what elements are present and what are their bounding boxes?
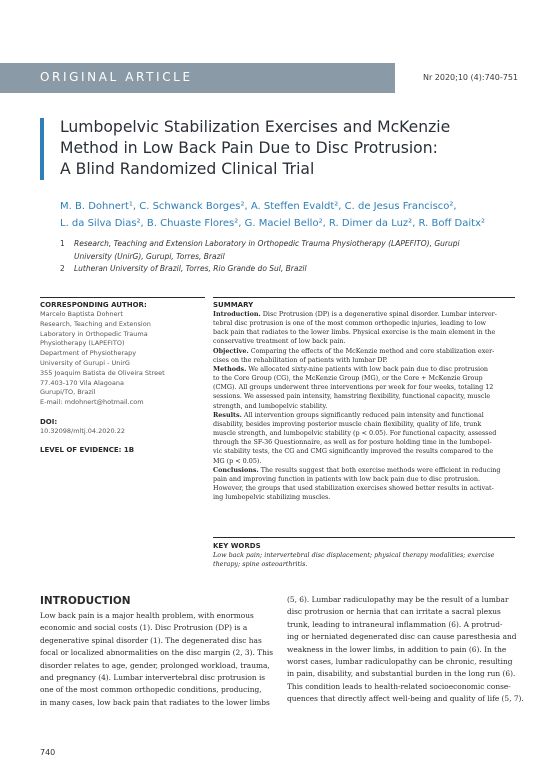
summary-text-run: tebral disc protrusion is one of the most common orthopedic injuries, leading to low — [213, 319, 487, 328]
summary-line — [213, 411, 515, 420]
summary-line — [213, 392, 515, 401]
address-line: Research, Teaching and Extension — [40, 319, 151, 328]
summary-line — [213, 493, 515, 502]
summary-rule — [213, 297, 515, 298]
summary-line — [213, 356, 515, 365]
address-line: Physiotherapy (LAPEFITO) — [40, 339, 125, 348]
summary-text-run: disability, besides improving posterior muscle chain flexibility, quality of life, trunk — [213, 419, 482, 428]
intro-right-column — [287, 594, 524, 706]
summary-line — [213, 429, 515, 438]
address-line: Gurupi/TO, Brazil — [40, 388, 96, 397]
keywords-line: Low back pain; intervertebral disc displacement; physical therapy modalities; exercise — [213, 551, 495, 559]
intro-line: worst cases, lumbar radiculopathy can be chronic, resulting — [287, 657, 513, 667]
article-title — [60, 117, 530, 180]
keywords-rule — [213, 537, 515, 538]
intro-line: disorder relates to age, gender, prolonged workload, trauma, — [40, 660, 270, 670]
summary-text-run: MG (p < 0.05). — [213, 456, 262, 465]
summary-line — [213, 337, 515, 346]
affiliation-line: Research, Teaching and Extension Laboratory in Orthopedic Trauma Physiotherapy (LAPEFITO), Gurupi — [74, 239, 460, 248]
summary-text-run: back pain that radiates to the lower limbs. Physical exercise is the main element in the — [213, 328, 496, 337]
summary-text-run: conservative treatment of low back pain. — [213, 337, 346, 346]
address-line: 355 Joaquim Batista de Oliveira Street — [40, 368, 165, 377]
summary-text-run: However, the groups that used stabilization exercises showed better results in activat- — [213, 483, 494, 492]
evidence-level-heading: LEVEL OF EVIDENCE: 1B — [40, 445, 135, 454]
intro-line: in many cases, low back pain that radiates to the lower limbs — [40, 697, 270, 707]
summary-line — [213, 484, 515, 493]
summary-line — [213, 328, 515, 337]
affiliation-1 — [60, 238, 530, 263]
author-list — [60, 198, 530, 232]
intro-line: in pain, disability, and substantial burden in the long run (6). — [287, 669, 516, 679]
summary-text-run: through the SF-36 Questionnaire, as well as for posture holding time in the lumbopel- — [213, 438, 492, 447]
title-accent-bar — [40, 118, 44, 180]
affiliation-number: 1 — [60, 239, 65, 248]
summary-line — [213, 319, 515, 328]
section-banner — [0, 63, 395, 93]
intro-line: (5, 6). Lumbar radiculopathy may be the result of a lumbar — [287, 595, 509, 604]
affiliation-line: Lutheran University of Brazil, Torres, Rio Grande do Sul, Brazil — [74, 264, 307, 273]
summary-line — [213, 365, 515, 374]
intro-line: weakness in the lower limbs, in addition to pain (6). In the — [287, 644, 507, 654]
address-line: Marcelo Baptista Dohnert — [40, 310, 123, 318]
title-line: Method in Low Back Pain Due to Disc Protrusion: — [60, 139, 438, 157]
summary-text-run: to the Core Group (CG), the McKenzie Group (MG), or the Core + McKenzie Group — [213, 374, 483, 383]
intro-line: and pregnancy (4). Lumbar intervertebral disc protrusion is — [40, 673, 266, 683]
summary-text-run: (CMG). All groups underwent three interventions per week for four weeks, totaling 12 — [213, 383, 494, 392]
summary-column — [213, 300, 515, 569]
title-line: A Blind Randomized Clinical Trial — [60, 160, 315, 178]
affiliation-number: 2 — [60, 264, 65, 273]
journal-citation: Nr 2020;10 (4):740-751 — [422, 73, 518, 82]
summary-text-run: We allocated sixty-nine patients with low back pain due to disc protrusion — [246, 364, 489, 373]
address-line: Department of Physiotherapy — [40, 349, 137, 358]
summary-line — [213, 420, 515, 429]
intro-line: trunk, leading to intraneural inflammation (6). A protrud- — [287, 619, 503, 629]
intro-line: ing or herniated degenerated disc can cause paresthesia and — [287, 632, 517, 642]
intro-line: Low back pain is a major health problem, with enormous — [40, 611, 254, 620]
intro-left-column — [40, 594, 274, 709]
email-line: E-mail: mdohnert@hotmail.com — [40, 398, 144, 407]
intro-line: economic and social costs (1). Disc Protrusion (DP) is a — [40, 623, 248, 633]
author-line: L. da Silva Dias², B. Chuaste Flores², G. Maciel Bello², R. Dimer da Luz², R. Boff Daitx² — [60, 218, 485, 229]
summary-line — [213, 402, 515, 411]
summary-line — [213, 374, 515, 383]
summary-text-run: pain and improving function in patients with low back pain due to disc protrusion. — [213, 474, 481, 483]
summary-line — [213, 466, 515, 475]
summary-text-run: vic stability tests, the CG and CMG significantly improved the results compared to the — [213, 447, 494, 456]
summary-line — [213, 475, 515, 484]
keywords-heading: KEY WORDS — [213, 542, 261, 550]
intro-line: This condition leads to health-related socioeconomic conse- — [287, 681, 511, 691]
summary-line — [213, 438, 515, 447]
summary-heading: SUMMARY — [213, 301, 254, 309]
summary-line — [213, 310, 515, 319]
affiliations — [60, 238, 530, 276]
keywords-line: therapy; spine osteoarthritis. — [213, 560, 308, 569]
summary-subheading: Methods. — [213, 364, 247, 373]
address-line: University of Gurupi - UnirG — [40, 358, 130, 367]
section-label: ORIGINAL ARTICLE — [40, 70, 193, 84]
summary-text-run: cises on the rehabilitation of patients with lumbar DP. — [213, 355, 388, 364]
doi-value: 10.32098/mltj.04.2020.22 — [40, 426, 125, 435]
author-line: M. B. Dohnert¹, C. Schwanck Borges², A. Steffen Evaldt², C. de Jesus Francisco², — [60, 201, 457, 212]
address-line: Laboratory in Orthopedic Trauma — [40, 329, 148, 338]
intro-line: disc protrusion or hernia that can irritate a sacral plexus — [287, 607, 501, 617]
summary-line — [213, 457, 515, 466]
summary-subheading: Objective. — [213, 346, 249, 355]
address-line: 77.403-170 Vila Alagoana — [40, 378, 124, 387]
affiliation-line: University (UnirG), Gurupi, Torres, Brazil — [74, 251, 225, 261]
summary-text-run: Comparing the effects of the McKenzie method and core stabilization exer- — [248, 346, 495, 355]
summary-line — [213, 347, 515, 356]
summary-text-run: All intervention groups significantly reduced pain intensity and functional — [241, 410, 484, 419]
intro-line: degenerative spinal disorder (1). The degenerated disc has — [40, 635, 262, 645]
introduction-heading: INTRODUCTION — [40, 595, 131, 607]
title-line: Lumbopelvic Stabilization Exercises and McKenzie — [60, 118, 451, 136]
article-info-column — [40, 300, 205, 455]
intro-line: one of the most common orthopedic conditions, producing, — [40, 685, 262, 695]
summary-text-run: strength, and lumbopelvic stability. — [213, 401, 328, 410]
summary-subheading: Conclusions. — [213, 465, 259, 474]
summary-text-run: ing lumbopelvic stabilizing muscles. — [213, 493, 331, 502]
intro-line: quences that directly affect well-being and quality of life (5, 7). — [287, 694, 524, 704]
summary-text-run: sessions. We assessed pain intensity, hamstring flexibility, functional capacity, muscle — [213, 392, 491, 401]
affiliation-2 — [60, 263, 530, 276]
summary-line — [213, 383, 515, 392]
corresponding-author-heading: CORRESPONDING AUTHOR: — [40, 301, 147, 309]
summary-text-run: muscle strength, and lumbopelvic stability (p < 0.05). For functional capacity, assessed — [213, 429, 497, 438]
summary-text — [213, 310, 515, 502]
summary-subheading: Introduction. — [213, 310, 261, 318]
corresponding-author-block — [40, 310, 205, 408]
doi-heading: DOI: — [40, 417, 58, 426]
summary-subheading: Results. — [213, 410, 242, 419]
page-number: 740 — [40, 748, 56, 757]
left-column-rule — [40, 297, 205, 298]
intro-line: focal or localized abnormalities on the disc margin (2, 3). This — [40, 648, 274, 658]
summary-text-run: The results suggest that both exercise methods were efficient in reducing — [258, 465, 501, 474]
summary-line — [213, 447, 515, 456]
summary-text-run: Disc Protrusion (DP) is a degenerative spinal disorder. Lumbar interver- — [260, 310, 497, 318]
keywords-text — [213, 551, 515, 569]
